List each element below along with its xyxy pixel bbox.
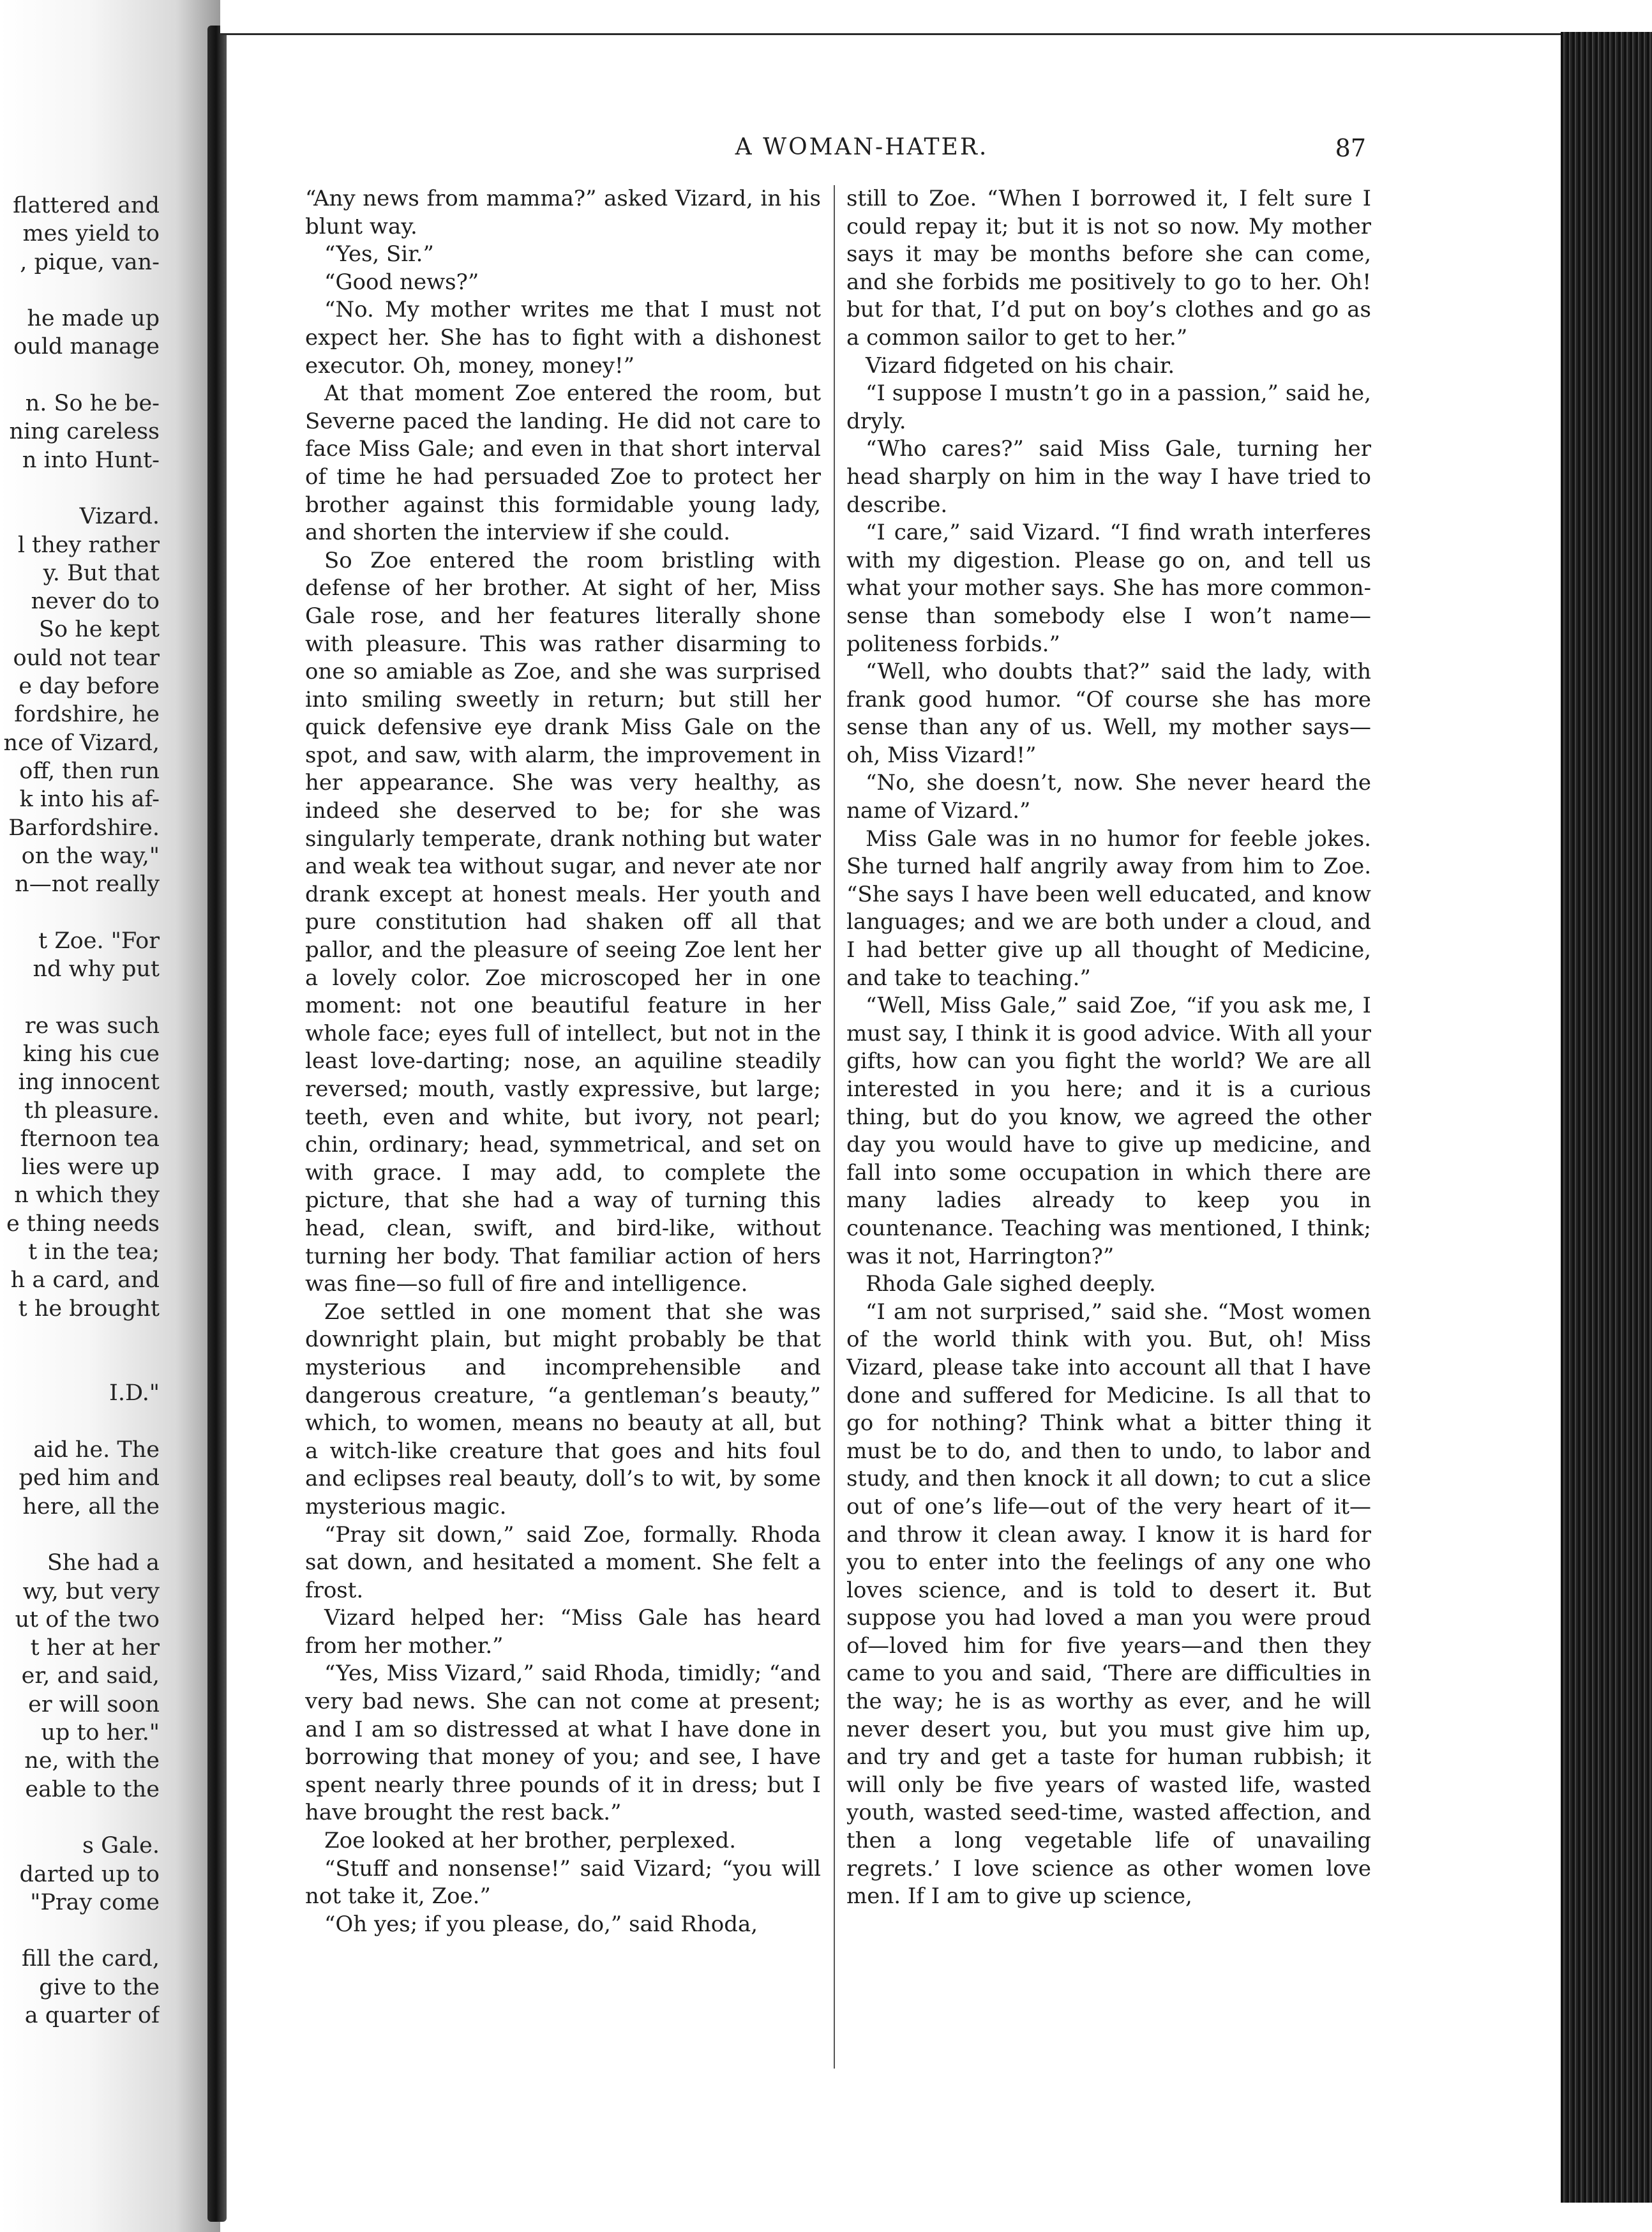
paragraph: “I am not surprised,” said she. “Most women of the world think with you. But, oh! Miss Vizard, please take into account all that I have done and suffered for Medicine. Is all that to go for nothing? Think what a bitter thing it must be to do, and then to undo, to labor and study, and then knock it all down; to cut a slice out of one’s life—out of the very heart of it—and throw it clean away. I know it is hard for you to enter into the feelings of any one who loves science, and is told to desert it. But suppose you had loved a man you were proud of—loved him for five years—and then they came to you and said, ‘There are difficulties in the way; he is as worthy as ever, and he will never desert you, but you must give him up, and try and get a taste for human rubbish; it will only be five years of wasted life, wasted youth, wasted seed-time, wasted affection, and then a long vegetable life of unavailing regrets.’ I love science as other women love men. If I am to give up science, [846, 1299, 1371, 1910]
facing-page-line: never do to [31, 589, 160, 615]
facing-page-line: ould not tear [13, 645, 160, 671]
page-number: 87 [1335, 134, 1366, 162]
facing-page-line: "Pray come [30, 1889, 160, 1915]
facing-page-line: n which they [14, 1182, 160, 1209]
facing-page-line: up to her." [41, 1720, 160, 1746]
facing-page-line [0, 1917, 160, 1945]
paragraph: “Well, Miss Gale,” said Zoe, “if you ask me, I must say, I think it is good advice. With all your gifts, how can you fight the world? We are all interested in you here; and it is a curious thing, but do you know, we agreed the other day you would have to give up medicine, and fall into some occupation in which there are many ladies already to keep you in countenance. Teaching was mentioned, I think; was it not, Harrington?” [846, 993, 1371, 1269]
paragraph: At that moment Zoe entered the room, but Severne paced the landing. He did not care to face Miss Gale; and even in that short interval of time he had persuaded Zoe to protect her brother against this formidable young lady, and shorten the interview if she could. [305, 381, 821, 546]
paragraph: “Pray sit down,” said Zoe, formally. Rhoda sat down, and hesitated a moment. She felt a frost. [305, 1521, 821, 1603]
facing-page-line: y. But that [43, 560, 160, 586]
facing-page-line: ing innocent [18, 1069, 160, 1096]
running-head: A WOMAN-HATER. [735, 134, 989, 160]
paragraph: “No. My mother writes me that I must not expect her. She has to fight with a dishonest executor. Oh, money, money!” [305, 297, 821, 379]
facing-page-line: ut of the two [15, 1606, 160, 1633]
column-rule [834, 185, 835, 2069]
facing-page-line: on the way," [21, 843, 160, 869]
facing-page-line: fordshire, he [14, 702, 160, 728]
facing-page-line: t he brought [18, 1295, 160, 1322]
paragraph: “Oh yes; if you please, do,” said Rhoda, [324, 1911, 758, 1937]
facing-page-line: wy, but very [22, 1578, 160, 1604]
facing-page-line: fternoon tea [20, 1126, 160, 1152]
facing-page-line [0, 1323, 160, 1351]
facing-page-line [0, 474, 160, 502]
facing-page-line: nce of Vizard, [3, 730, 160, 756]
paragraph: “Any news from mamma?” asked Vizard, in his blunt way. [305, 186, 821, 239]
paragraph: still to Zoe. “When I borrowed it, I felt sure I could repay it; but it is not so now. My mother says it may be months before she can come, and she forbids me positively to go to her. Oh! but for that, I’d put on boy’s clothes and go as a common sailor to get to her.” [846, 186, 1371, 351]
facing-page-line: h a card, and [10, 1267, 160, 1293]
facing-page-line: n into Hunt- [22, 447, 160, 473]
facing-page-line: ould manage [13, 334, 160, 360]
facing-page-line: er will soon [28, 1691, 160, 1717]
text-column-right [846, 185, 1371, 2069]
facing-page-line: darted up to [19, 1861, 160, 1887]
facing-page-line: I.D." [109, 1380, 160, 1406]
paragraph: “I suppose I mustn’t go in a passion,” said he, dryly. [846, 381, 1371, 434]
facing-page-line: a quarter of [24, 2003, 160, 2028]
facing-page-line: e day before [19, 674, 160, 700]
facing-page-line: here, all the [22, 1493, 160, 1519]
facing-page-line: king his cue [22, 1041, 160, 1067]
paragraph: Miss Gale was in no humor for feeble jokes. She turned half angrily away from him to Zoe. “She says I have been well educated, and know languages; and we are both under a cloud, and I had better give up all thought of Medicine, and take to teaching.” [846, 826, 1371, 991]
paragraph: “No, she doesn’t, now. She never heard the name of Vizard.” [846, 770, 1371, 824]
paragraph: “Yes, Miss Vizard,” said Rhoda, timidly; “and very bad news. She can not come at present; and I am so distressed at what I have done in borrowing that money of you; and see, I have spent nearly three pounds of it in dress; but I have brought the rest back.” [305, 1661, 821, 1826]
facing-page-line: ped him and [19, 1465, 160, 1491]
facing-page-line [0, 1521, 160, 1549]
facing-page-line: She had a [47, 1550, 160, 1576]
facing-page-line: he made up [27, 306, 160, 332]
paragraph: “Yes, Sir.” [324, 241, 434, 268]
facing-page-line [0, 1351, 160, 1379]
paragraph: “Who cares?” said Miss Gale, turning her head sharply on him in the way I have tried to describe. [846, 436, 1371, 518]
facing-page-line [0, 898, 160, 926]
facing-page-line: n. So he be- [25, 391, 160, 417]
facing-page-line [0, 361, 160, 389]
facing-page-line: Vizard. [79, 504, 160, 530]
facing-page-line: mes yield to [22, 221, 160, 247]
facing-page-line: t in the tea; [28, 1239, 160, 1265]
facing-page-line: re was such [24, 1013, 160, 1039]
page-top-edge [220, 0, 1652, 35]
facing-page-line: er, and said, [21, 1663, 160, 1689]
facing-page-line: ne, with the [24, 1748, 160, 1774]
paragraph: Zoe settled in one moment that she was downright plain, but might probably be that mysterious and incomprehensible and dangerous creature, “a gentleman’s beauty,” which, to women, means no beauty at all, but a witch-like creature that goes and hits foul and eclipses real beauty, doll’s to wit, by some mysterious magic. [305, 1299, 821, 1519]
facing-page-line: ning careless [9, 419, 160, 445]
text-column-left [305, 185, 821, 2069]
paragraph: Vizard helped her: “Miss Gale has heard from her mother.” [305, 1605, 821, 1659]
facing-page-line [0, 276, 160, 305]
facing-page-line: t her at her [30, 1635, 160, 1661]
facing-page-line: nd why put [33, 956, 160, 983]
facing-page-line: n—not really [15, 871, 160, 898]
paragraph: “Well, who doubts that?” said the lady, with frank good humor. “Of course she has more sense than any of us. Well, my mother says—oh, Miss Vizard!” [846, 659, 1371, 768]
facing-page-line: lies were up [21, 1154, 160, 1180]
paragraph: “Stuff and nonsense!” said Vizard; “you will not take it, Zoe.” [305, 1855, 821, 1910]
facing-page-line: e thing needs [6, 1210, 160, 1237]
facing-page-line: eable to the [25, 1776, 160, 1802]
facing-page-line: aid he. The [33, 1437, 160, 1463]
facing-page-line: s Gale. [82, 1833, 160, 1859]
paragraph: Zoe looked at her brother, perplexed. [324, 1828, 737, 1854]
page-stack-edge [1561, 32, 1652, 2203]
book-spine [207, 26, 227, 2222]
facing-page-line: t Zoe. "For [38, 928, 160, 954]
paragraph: “I care,” said Vizard. “I find wrath interferes with my digestion. Please go on, and tell us what your mother says. She has more common-sense than somebody else I won’t name—politeness forbids.” [846, 520, 1371, 657]
facing-page-line: fill the card, [21, 1946, 160, 1972]
facing-page-line: th pleasure. [24, 1097, 160, 1124]
paragraph: Rhoda Gale sighed deeply. [866, 1271, 1156, 1297]
facing-page-line: , pique, van- [20, 249, 160, 275]
facing-page-line [0, 1408, 160, 1436]
paragraph: Vizard fidgeted on his chair. [866, 352, 1175, 379]
facing-page-line [0, 1804, 160, 1832]
facing-page-line [0, 983, 160, 1011]
facing-page-line: off, then run [19, 758, 160, 784]
facing-page-line: give to the [39, 1974, 160, 2000]
facing-page-line: Barfordshire. [8, 815, 160, 841]
facing-page-text [0, 192, 160, 2043]
paragraph: “Good news?” [324, 269, 479, 295]
paragraph: So Zoe entered the room bristling with defense of her brother. At sight of her, Miss Gale rose, and her features literally shone with pleasure. This was rather disarming to one so amiable as Zoe, and she was surprised into smiling sweetly in return; but still her quick defensive eye drank Miss Gale on the spot, and saw, with alarm, the improvement in her appearance. She was very healthy, as indeed she deserved to be; for she was singularly temperate, drank nothing but water and weak tea without sugar, and never ate nor drank except at honest meals. Her youth and pure constitution had shaken off all that pallor, and the pleasure of seeing Zoe lent her a lovely color. Zoe microscoped her in one moment: not one beautiful feature in her whole face; eyes full of intellect, but not in the least love-darting; nose, an aquiline steadily reversed; mouth, vastly expressive, but large; teeth, even and white, but ivory, not pearl; chin, ordinary; head, symmetrical, and set on with grace. I may add, to complete the picture, that she had a way of turning this head, clean, swift, and bird-like, without turning her body. That familiar action of hers was fine—so full of fire and intelligence. [305, 547, 821, 1297]
facing-page-line: l they rather [17, 532, 160, 558]
facing-page-line: flattered and [13, 193, 160, 218]
facing-page-line: So he kept [39, 617, 160, 643]
facing-page-line: k into his af- [19, 787, 160, 813]
